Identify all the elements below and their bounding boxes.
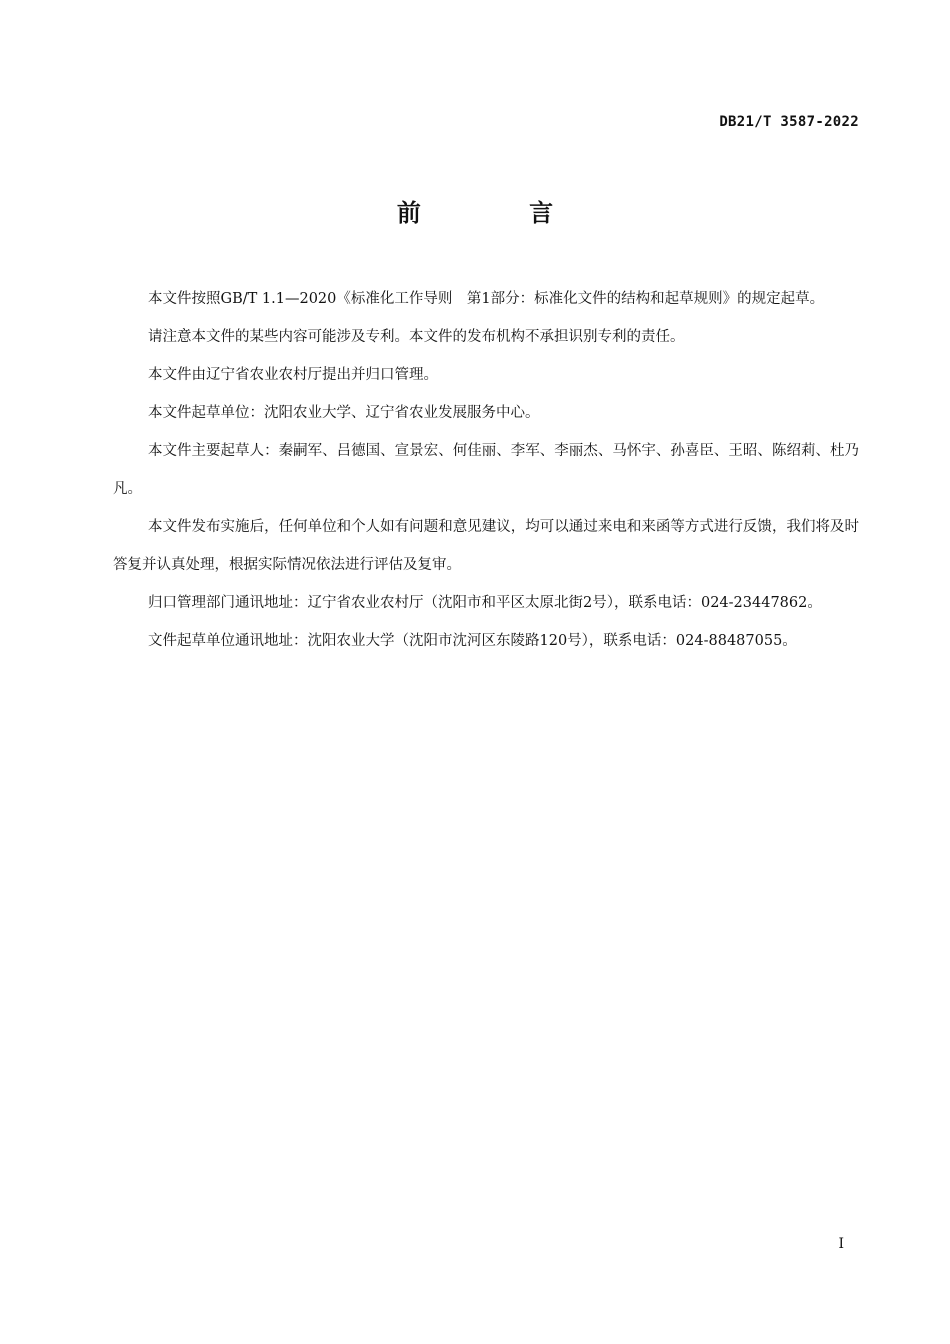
paragraph-drafters: 本文件主要起草人：秦嗣军、吕德国、宣景宏、何佳丽、李军、李丽杰、马怀宇、孙喜臣、王昭、陈绍莉、杜乃凡。 xyxy=(113,443,859,497)
paragraph-patent-notice: 请注意本文件的某些内容可能涉及专利。本文件的发布机构不承担识别专利的责任。 xyxy=(148,329,685,345)
page-number: I xyxy=(838,1236,844,1252)
paragraph-drafting-units: 本文件起草单位：沈阳农业大学、辽宁省农业发展服务中心。 xyxy=(148,405,540,421)
paragraph-drafter-address: 文件起草单位通讯地址：沈阳农业大学（沈阳市沈河区东陵路120号），联系电话：024-88487055。 xyxy=(148,633,797,649)
document-code: DB21/T 3587-2022 xyxy=(719,114,859,130)
paragraph-feedback: 本文件发布实施后，任何单位和个人如有问题和意见建议，均可以通过来电和来函等方式进行反馈，我们将及时答复并认真处理，根据实际情况依法进行评估及复审。 xyxy=(113,519,859,573)
page-title: 前 言 xyxy=(396,199,604,227)
paragraph-proposer: 本文件由辽宁省农业农村厅提出并归口管理。 xyxy=(148,367,438,383)
paragraph-drafting-rules: 本文件按照GB/T 1.1—2020《标准化工作导则 第1部分：标准化文件的结构和起草规则》的规定起草。 xyxy=(148,291,825,307)
foreword-body xyxy=(113,280,859,660)
paragraph-admin-address: 归口管理部门通讯地址：辽宁省农业农村厅（沈阳市和平区太原北街2号），联系电话：024-23447862。 xyxy=(148,595,822,611)
